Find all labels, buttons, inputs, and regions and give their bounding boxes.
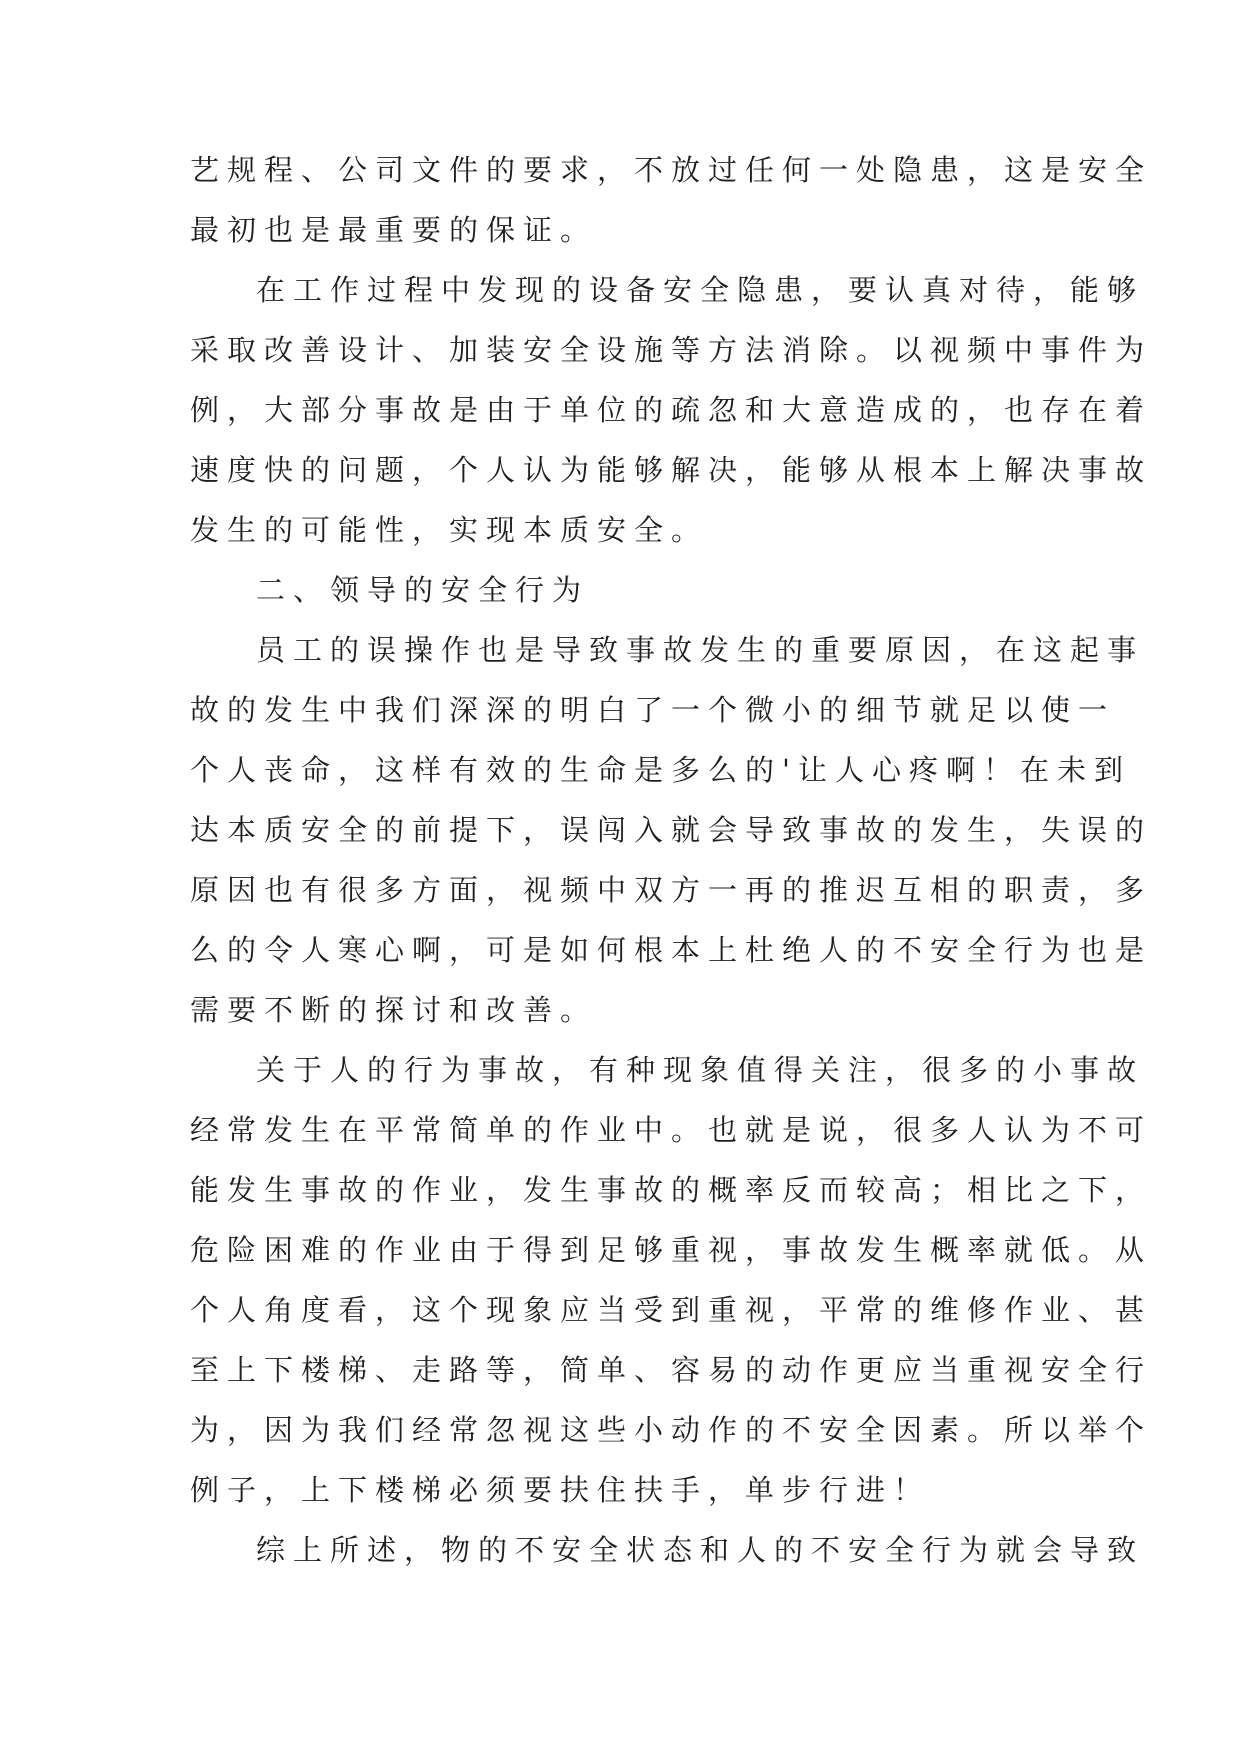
text-line: 为，因为我们经常忽视这些小动作的不安全因素。所以举个 (190, 1413, 1153, 1447)
text-line: 能发生事故的作业，发生事故的概率反而较高；相比之下， (190, 1173, 1153, 1207)
text-line: 最初也是最重要的保证。 (190, 213, 598, 247)
section-heading: 二、领导的安全行为 (256, 573, 590, 607)
text-line: 个人丧命，这样有效的生命是多么的'让人心疼啊！在未到 (190, 753, 1131, 787)
text-line: 需要不断的探讨和改善。 (190, 993, 598, 1027)
text-line: 在工作过程中发现的设备安全隐患，要认真对待，能够 (256, 273, 1145, 307)
text-line: 原因也有很多方面，视频中双方一再的推迟互相的职责，多 (190, 873, 1153, 907)
text-line: 发生的可能性，实现本质安全。 (190, 513, 709, 547)
text-line: 个人角度看，这个现象应当受到重视，平常的维修作业、甚 (190, 1293, 1153, 1327)
text-line: 艺规程、公司文件的要求，不放过任何一处隐患，这是安全 (190, 153, 1153, 187)
text-line: 例，大部分事故是由于单位的疏忽和大意造成的，也存在着 (190, 393, 1153, 427)
text-line: 速度快的问题，个人认为能够解决，能够从根本上解决事故 (190, 453, 1153, 487)
text-line: 故的发生中我们深深的明白了一个微小的细节就足以使一 (190, 693, 1116, 727)
text-line: 采取改善设计、加装安全设施等方法消除。以视频中事件为 (190, 333, 1153, 367)
text-line: 综上所述，物的不安全状态和人的不安全行为就会导致 (256, 1533, 1145, 1567)
text-line: 员工的误操作也是导致事故发生的重要原因，在这起事 (256, 633, 1145, 667)
document-body (190, 140, 1153, 1580)
text-line: 经常发生在平常简单的作业中。也就是说，很多人认为不可 (190, 1113, 1153, 1147)
text-line: 么的令人寒心啊，可是如何根本上杜绝人的不安全行为也是 (190, 933, 1153, 967)
text-line: 关于人的行为事故，有种现象值得关注，很多的小事故 (256, 1053, 1145, 1087)
text-line: 达本质安全的前提下，误闯入就会导致事故的发生，失误的 (190, 813, 1153, 847)
text-line: 至上下楼梯、走路等，简单、容易的动作更应当重视安全行 (190, 1353, 1153, 1387)
text-line: 危险困难的作业由于得到足够重视，事故发生概率就低。从 (190, 1233, 1153, 1267)
text-line: 例子，上下楼梯必须要扶住扶手，单步行进！ (190, 1473, 931, 1507)
